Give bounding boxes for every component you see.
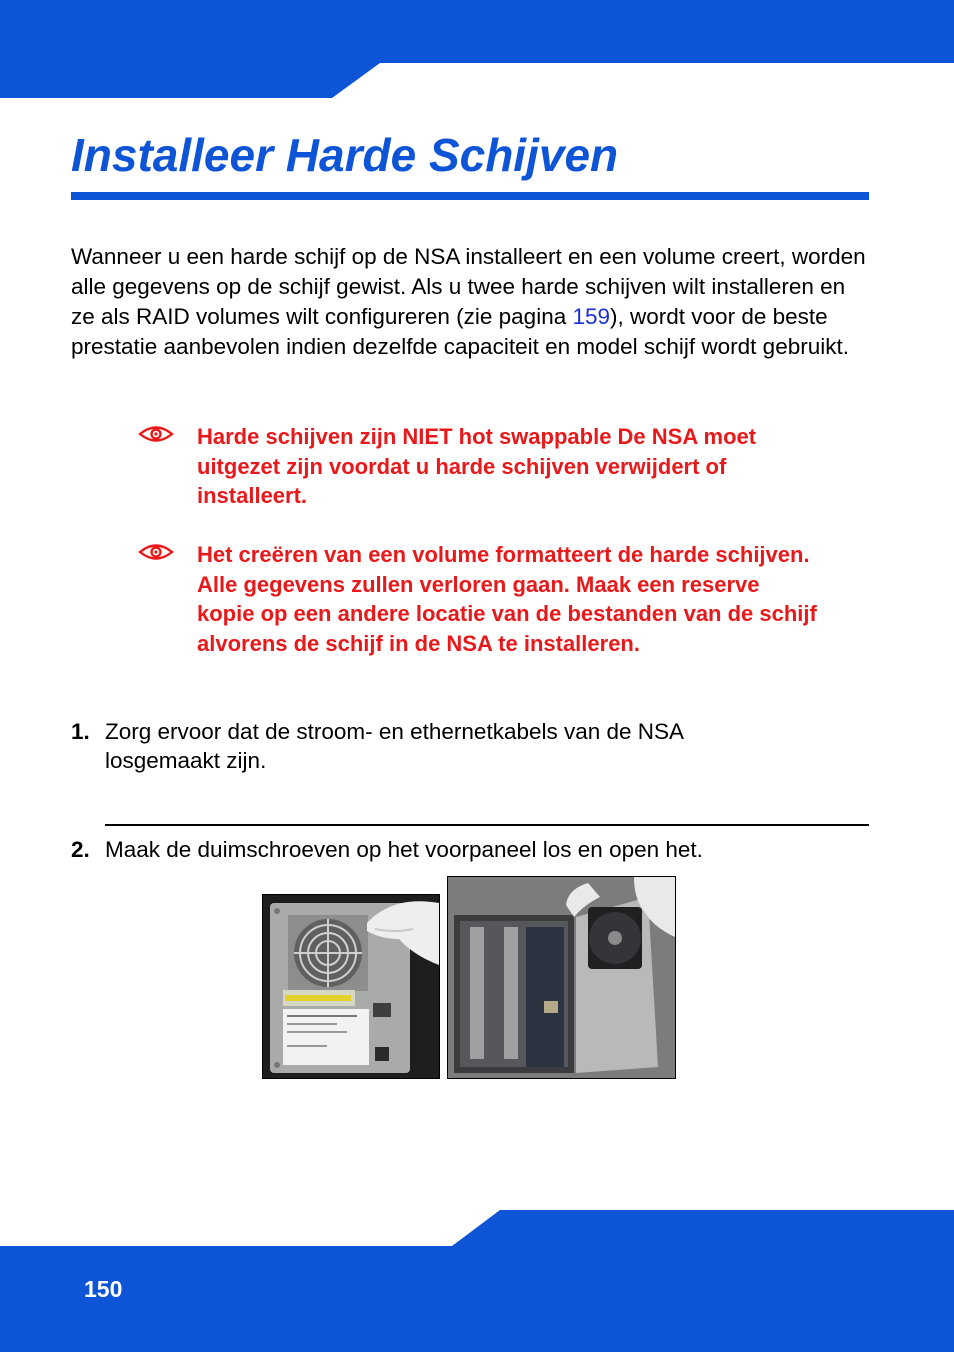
nsa-open-panel-photo — [447, 876, 676, 1079]
title-underline — [71, 192, 869, 200]
step-text: Zorg ervoor dat de stroom- en ethernetkabels van de NSA losgemaakt zijn. — [105, 719, 683, 773]
intro-paragraph — [71, 242, 871, 362]
page-number: 150 — [84, 1276, 123, 1302]
warning-text: Het creëren van een volume formatteert de harde schijven. Alle gegevens zullen verloren gaan. Maak een reserve kopie op een andere locatie van de bestanden van de schijf alvorens de schijf in de NSA te installeren. — [197, 542, 817, 656]
bottom-banner — [0, 1210, 954, 1352]
step-item — [71, 717, 771, 775]
step-item — [71, 835, 861, 864]
warning-note — [138, 422, 818, 511]
warning-note — [138, 540, 818, 658]
eye-icon — [138, 542, 174, 562]
warning-text: Harde schijven zijn NIET hot swappable De NSA moet uitgezet zijn voordat u harde schijven verwijdert of installeert. — [197, 424, 757, 508]
step-text: Maak de duimschroeven op het voorpaneel los en open het. — [105, 837, 703, 862]
nsa-back-panel-photo — [262, 894, 440, 1079]
page-reference-link[interactable]: 159 — [572, 304, 611, 329]
intro-text: Wanneer u een harde schijf op de NSA installeert en een volume creert, worden alle gegevens op de schijf gewist. Als u twee harde schijven wilt installeren en ze als RAID volumes wilt configureren (zie pagina — [71, 244, 866, 329]
page-title: Installeer Harde Schijven — [71, 129, 619, 181]
step-number: 2. — [71, 837, 90, 862]
eye-icon — [138, 424, 174, 444]
intro-text-continued: ), wordt voor de beste prestatie aanbevolen indien dezelfde capaciteit en model schijf wordt gebruikt. — [71, 304, 849, 359]
top-banner — [0, 0, 954, 98]
step-number: 1. — [71, 719, 90, 744]
step-divider — [105, 824, 869, 826]
